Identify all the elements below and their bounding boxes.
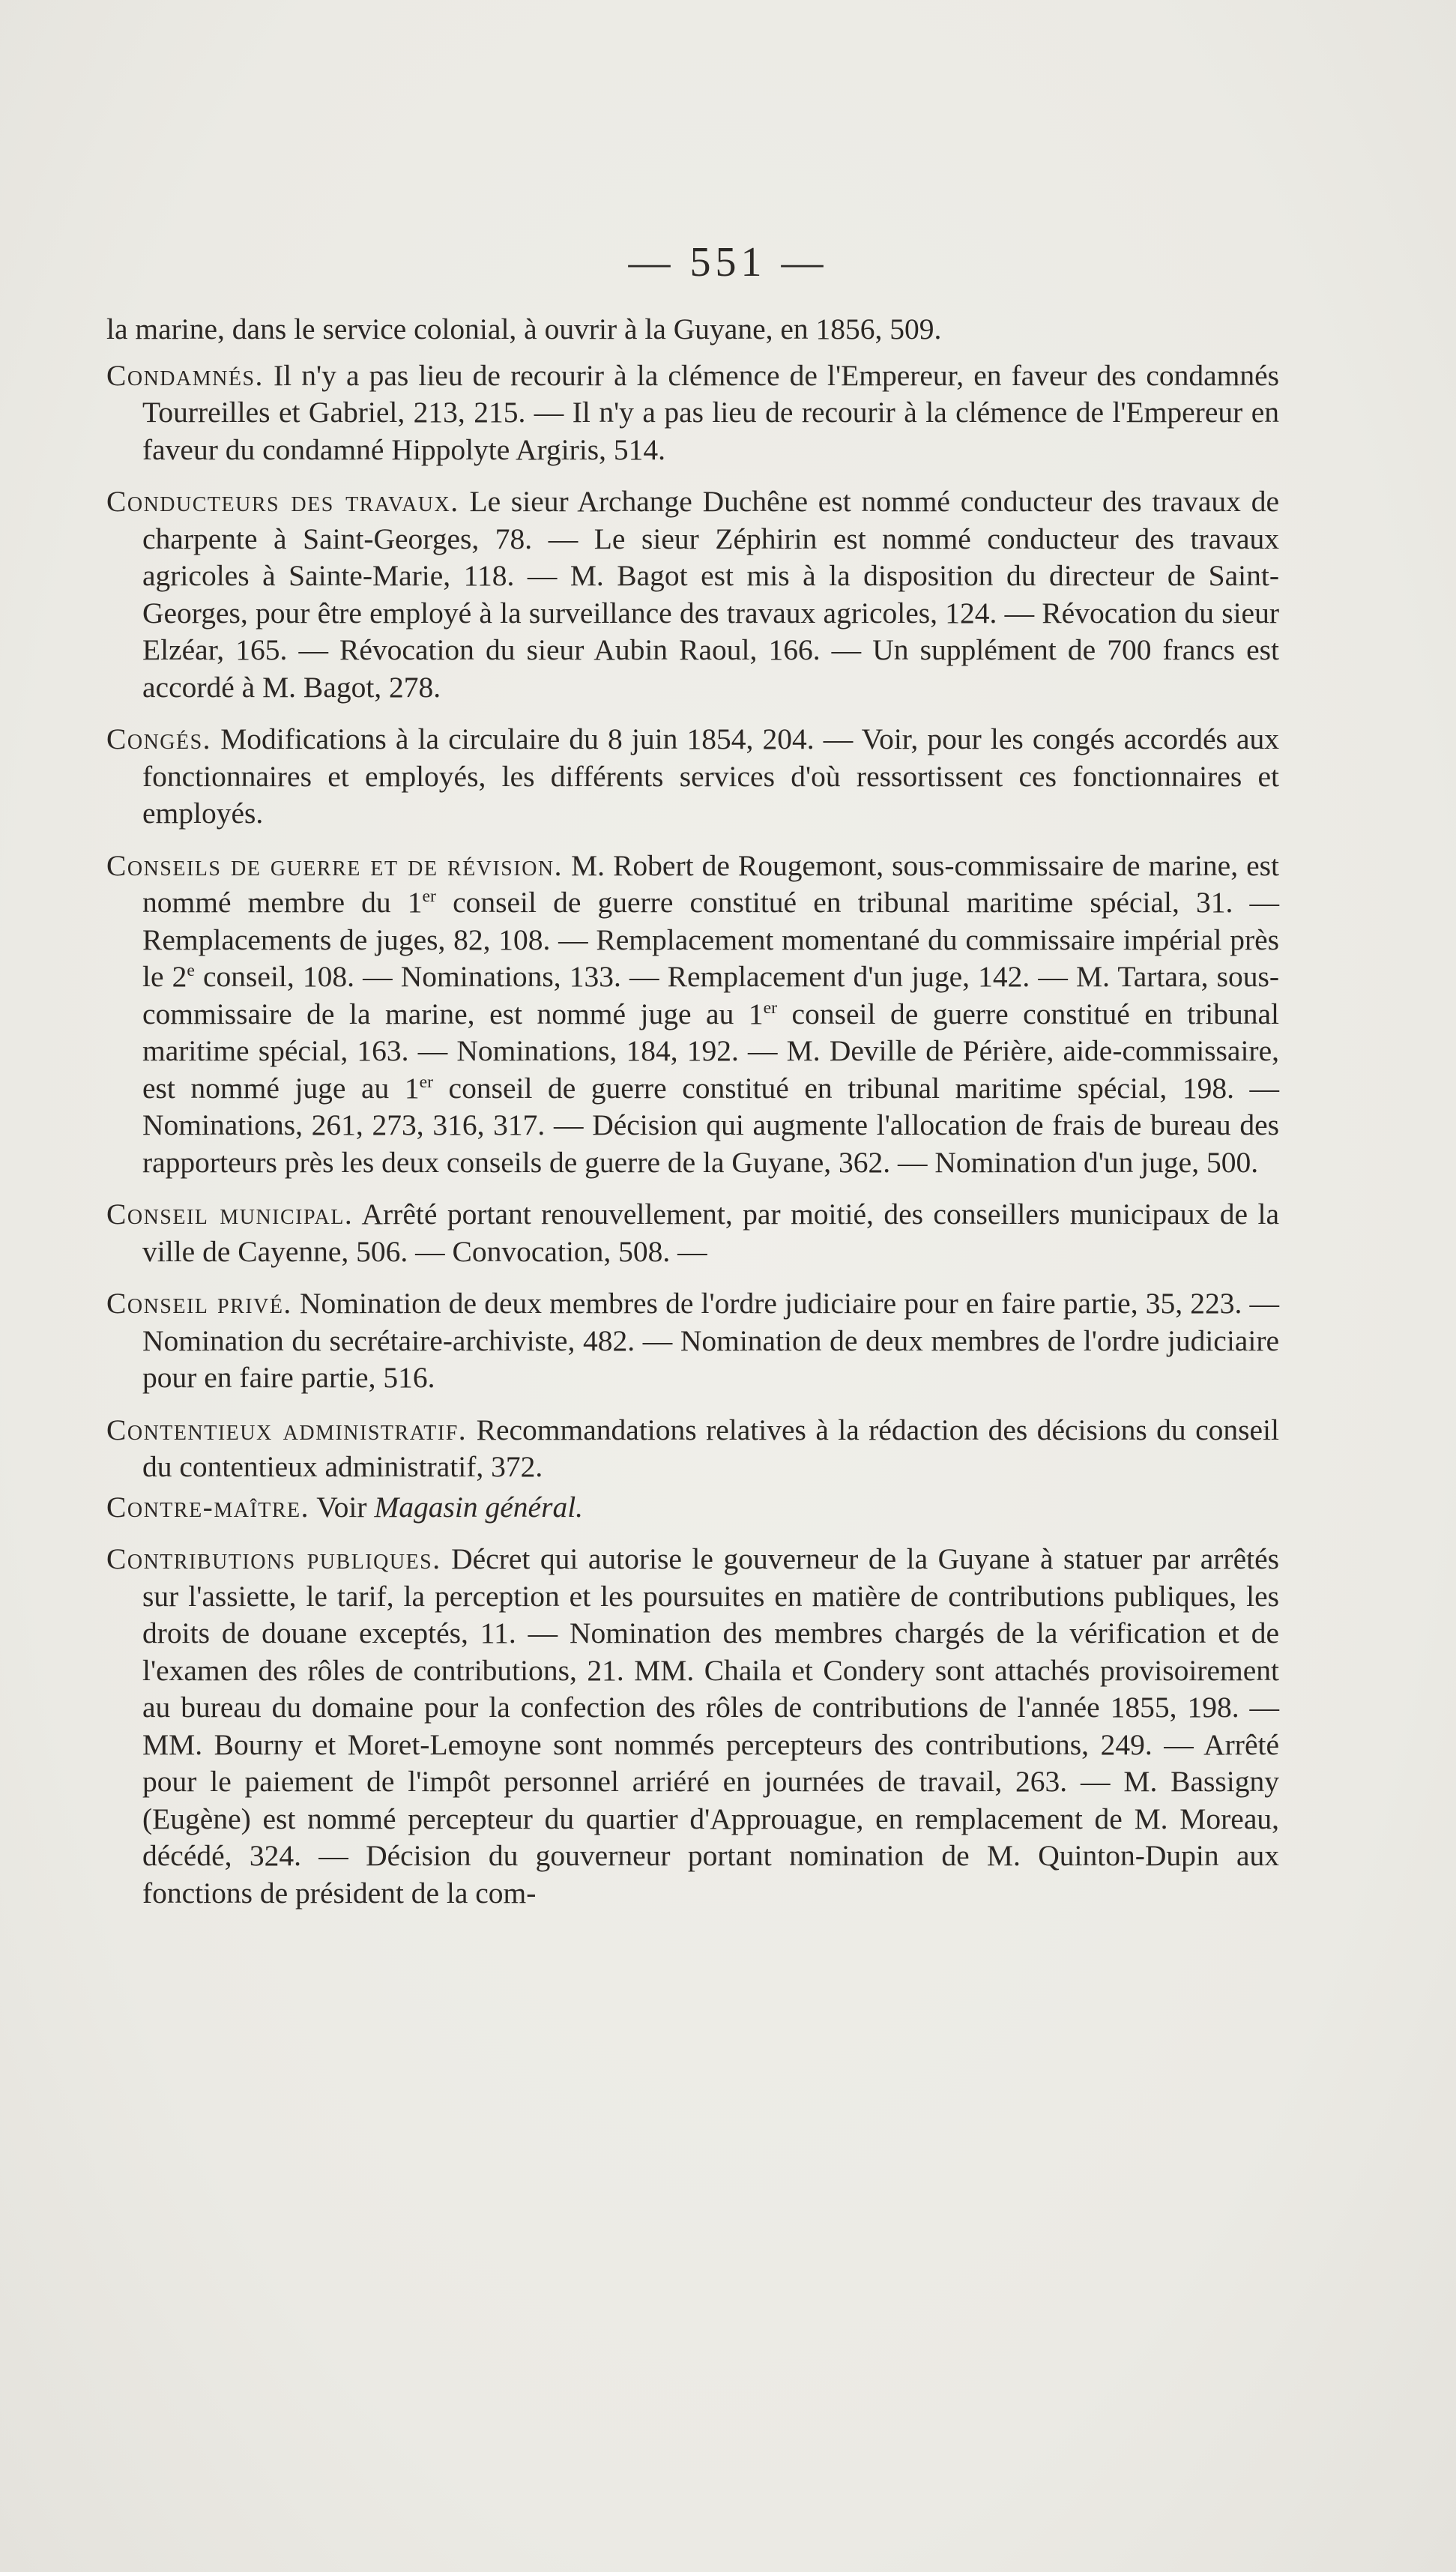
entry-text: Il n'y a pas lieu de recourir à la clémence de l'Empereur, en faveur des condamnés Tourreilles et Gabriel, 213, 215. — Il n'y a pas lieu de recourir à la clémence de l'Empereur en faveur du condamné Hippolyte Argiris, 514. — [142, 358, 1280, 466]
entry-contributions-publiques — [106, 1541, 1279, 1912]
entry-heading: Contentieux administratif. — [106, 1413, 468, 1446]
entry-text: Recommandations relatives à la rédaction des décisions du conseil du contentieux administratif, 372. — [142, 1413, 1279, 1483]
entry-text: Voir — [316, 1490, 367, 1524]
entry-text-part: conseil de guerre constitué en tribunal maritime spécial, 31. — Remplacements de juges, 82, 108. — Remplacement momentané du commissaire impérial près le 2 — [142, 886, 1279, 993]
ordinal-suffix: er — [419, 1072, 433, 1092]
entry-heading: Conducteurs des travaux. — [106, 485, 459, 518]
entry-condamnes — [106, 357, 1279, 469]
entry-text-part: conseil, 108. — Nominations, 133. — Remplacement d'un juge, 142. — M. Tartara, sous-commissaire de la marine, est nommé juge au 1 — [142, 960, 1279, 1030]
entry-heading: Conseil privé. — [106, 1287, 292, 1320]
ordinal-suffix: er — [422, 886, 436, 906]
entry-heading: Contributions publiques. — [106, 1542, 441, 1575]
entry-heading: Conseils de guerre et de révision. — [106, 848, 564, 882]
entry-contre-maitre — [106, 1489, 1279, 1527]
entry-text: Le sieur Archange Duchêne est nommé conducteur des travaux de charpente à Saint-Georges, 78. — Le sieur Zéphirin est nommé conducteur des travaux agricoles à Sainte-Marie, 118. — M. Bagot est mis à la disposition du directeur de Saint-Georges, pour être employé à la surveillance des travaux agricoles, 124. — Révocation du sieur Elzéar, 165. — Révocation du sieur Aubin Raoul, 166. — Un supplément de 700 francs est accordé à M. Bagot, 278. — [142, 485, 1280, 704]
entry-conseil-prive — [106, 1285, 1279, 1397]
entry-text: Décret qui autorise le gouverneur de la Guyane à statuer par arrêtés sur l'assiette, le tarif, la perception et les poursuites en matière de contributions publiques, les droits de douane exceptés, 11. — Nomination des membres chargés de la vérification et de l'examen des rôles de contributions, 21. MM. Chaila et Condery sont attachés provisoirement au bureau du domaine pour la confection des rôles de contributions de l'année 1855, 198. — MM. Bourny et Moret-Lemoyne sont nommés percepteurs des contributions, 249. — Arrêté pour le paiement de l'impôt personnel arriéré en journées de travail, 263. — M. Bassigny (Eugène) est nommé percepteur du quartier d'Approuague, en remplacement de M. Moreau, décédé, 324. — Décision du gouverneur portant nomination de M. Quinton-Dupin aux fonctions de président de la com- — [142, 1542, 1279, 1910]
index-text — [106, 311, 1279, 1927]
entry-heading: Congés. — [106, 722, 212, 755]
entry-text: Arrêté portant renouvellement, par moitié, des conseillers municipaux de la ville de Cayenne, 506. — Convocation, 508. — — [142, 1198, 1279, 1268]
entry-conducteurs-des-travaux — [106, 483, 1279, 706]
entry-conseil-municipal — [106, 1196, 1279, 1270]
continuation-paragraph: la marine, dans le service colonial, à ouvrir à la Guyane, en 1856, 509. — [106, 313, 942, 345]
entry-contentieux-administratif — [106, 1412, 1279, 1486]
entry-text-part: M. Robert de Rougemont, sous-commissaire de marine, est nommé membre du 1 — [142, 848, 1279, 919]
entry-text-part: conseil de guerre constitué en tribunal maritime spécial, 198. — Nominations, 261, 273, 316, 317. — Décision qui augmente l'allocation de frais de bureau des rapporteurs près les deux conseils de guerre de la Guyane, 362. — Nomination d'un juge, 500. — [142, 1071, 1280, 1179]
page-number: — 551 — — [628, 239, 828, 286]
entry-text-part: conseil de guerre constitué en tribunal maritime spécial, 163. — Nominations, 184, 192. — M. Deville de Périère, aide-commissaire, est nommé juge au 1 — [142, 997, 1279, 1105]
entry-heading: Contre-maître. — [106, 1490, 310, 1524]
entry-text: Modifications à la circulaire du 8 juin 1854, 204. — Voir, pour les congés accordés aux fonctionnaires et employés, les différents services d'où ressortissent ces fonctionnaires et employés. — [142, 722, 1280, 830]
entry-text: Nomination de deux membres de l'ordre judiciaire pour en faire partie, 35, 223. — Nomination du secrétaire-archiviste, 482. — Nomination de deux membres de l'ordre judiciaire pour en faire partie, 516. — [142, 1287, 1279, 1394]
entry-conseils-de-guerre — [106, 848, 1279, 1182]
ordinal-suffix: er — [763, 997, 778, 1018]
cross-reference: Magasin général. — [374, 1490, 584, 1524]
entry-heading: Conseil municipal. — [106, 1198, 354, 1231]
entry-conges — [106, 721, 1279, 833]
entry-heading: Condamnés. — [106, 358, 264, 392]
ordinal-suffix: e — [187, 960, 195, 980]
